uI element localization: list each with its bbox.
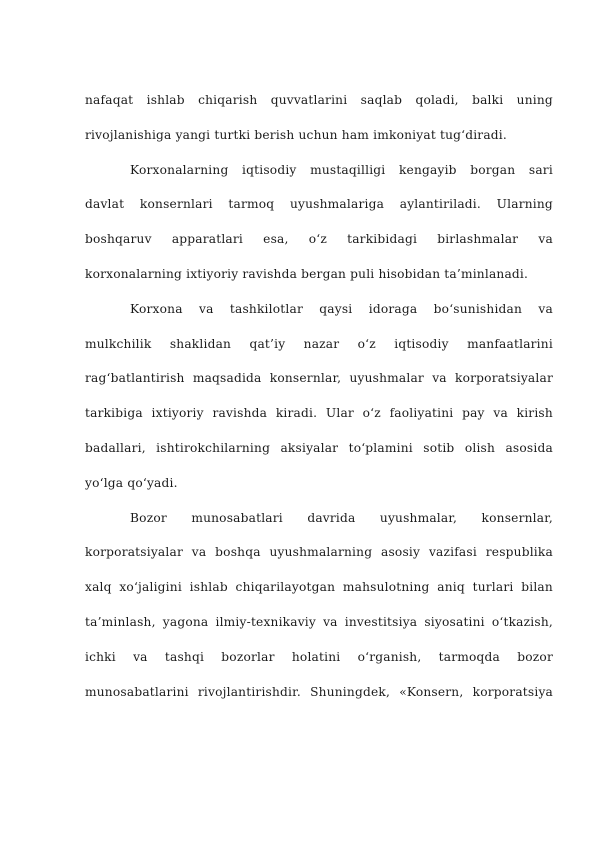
text-line: badallari, ishtirokchilarning aksiyalar to‘plamini sotib olish asosida [85,440,553,455]
text-line: tarkibiga ixtiyoriy ravishda kiradi. Ular o‘z faoliyatini pay va kirish [85,406,553,421]
text-line: munosabatlarini rivojlantirishdir. Shuningdek, «Konsern, korporatsiya [85,684,553,699]
text-line: davlat konsernlari tarmoq uyushmalariga aylantiriladi. Ularning [85,197,553,212]
text-line: korxonalarning ixtiyoriy ravishda bergan puli hisobidan ta’minlanadi. [85,266,529,281]
text-line: Bozor munosabatlari davrida uyushmalar, konsernlar, [130,510,553,525]
text-line: yo‘lga qo‘yadi. [85,475,178,490]
text-line: ta’minlash, yagona ilmiy-texnikaviy va investitsiya siyosatini o‘tkazish, [85,614,553,629]
text-line: Korxona va tashkilotlar qaysi idoraga bo‘sunishidan va [130,301,553,316]
text-line: ichki va tashqi bozorlar holatini o‘rganish, tarmoqda bozor [85,649,553,664]
body-text [85,89,553,715]
text-line: rivojlanishiga yangi turtki berish uchun ham imkoniyat tug‘diradi. [85,127,507,142]
text-line: rag‘batlantirish maqsadida konsernlar, uyushmalar va korporatsiyalar [85,371,553,386]
text-line: nafaqat ishlab chiqarish quvvatlarini saqlab qoladi, balki uning [85,93,553,107]
text-line: xalq xo‘jaligini ishlab chiqarilayotgan mahsulotning aniq turlari bilan [85,580,553,595]
text-line: Korxonalarning iqtisodiy mustaqilligi kengayib borgan sari [130,162,553,177]
text-line: korporatsiyalar va boshqa uyushmalarning asosiy vazifasi respublika [85,545,553,560]
text-line: mulkchilik shaklidan qat’iy nazar o‘z iqtisodiy manfaatlarini [85,336,553,351]
text-line: boshqaruv apparatlari esa, o‘z tarkibidagi birlashmalar va [85,232,553,247]
